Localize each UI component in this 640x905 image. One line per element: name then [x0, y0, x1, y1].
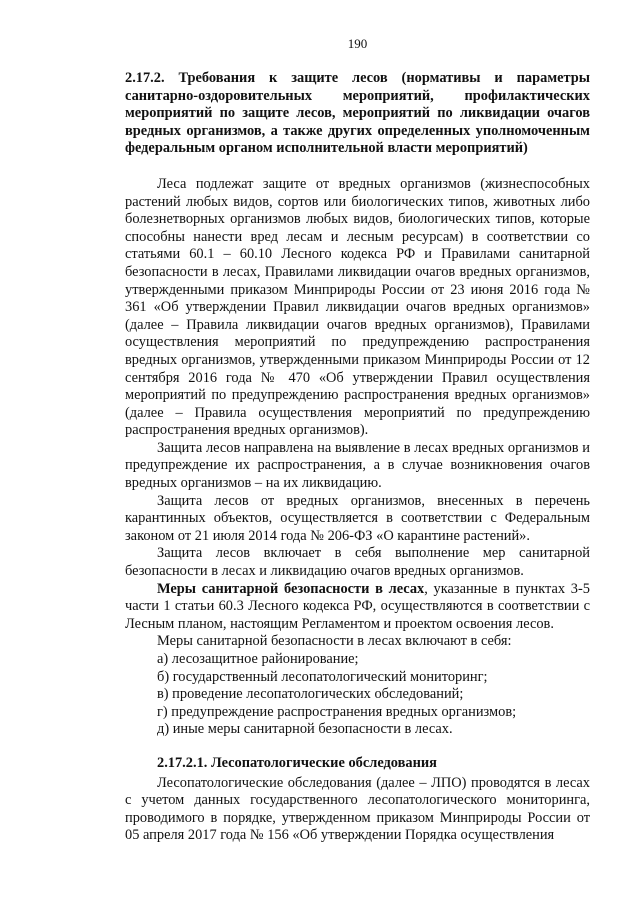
page-number: 190	[347, 36, 368, 51]
paragraph: Защита лесов от вредных организмов, внесенных в перечень карантинных объектов, осуществляется в соответствии с Федеральным законом от 21 июля 2014 года № 206-ФЗ «О карантине растений».	[125, 492, 590, 544]
paragraph: Лесопатологические обследования (далее – ЛПО) проводятся в лесах с учетом данных государственного лесопатологического мониторинга, проводимого в порядке, утвержденном приказом Минприроды России от 05 апреля 2017 года № 156 «Об утверждении Порядка осуществления	[125, 774, 590, 844]
list-item: г) предупреждение распространения вредных организмов;	[157, 703, 517, 720]
list-item: в) проведение лесопатологических обследований;	[157, 686, 464, 703]
list-item: д) иные меры санитарной безопасности в лесах.	[157, 721, 453, 738]
paragraph: Меры санитарной безопасности в лесах включают в себя:	[157, 633, 512, 650]
subsection-heading: 2.17.2.1. Лесопатологические обследования	[157, 754, 437, 771]
section-heading: 2.17.2. Требования к защите лесов (нормативы и параметры санитарно-оздоровительных мероприятий, профилактических мероприятий по защите лесов, мероприятий по ликвидации очагов вредных организмов, а также других определенных уполномоченным федеральным органом исполнительной власти мероприятий)	[125, 70, 590, 157]
bold-term: Меры санитарной безопасности в лесах	[157, 580, 425, 597]
paragraph: Защита лесов включает в себя выполнение мер санитарной безопасности в лесах и ликвидацию очагов вредных организмов.	[125, 545, 590, 580]
list-item: б) государственный лесопатологический мониторинг;	[157, 668, 488, 685]
paragraph-text: , указанные в пунктах 3-5 части 1 статьи 60.3 Лесного кодекса РФ, осуществляются в соответствии с Лесным планом, настоящим Регламентом и проектом освоения лесов.	[125, 580, 590, 632]
paragraph: Защита лесов направлена на выявление в лесах вредных организмов и предупреждение их распространения, а в случае возникновения очагов вредных организмов – на их ликвидацию.	[125, 439, 590, 492]
paragraph	[125, 581, 590, 634]
paragraph: Леса подлежат защите от вредных организмов (жизнеспособных растений любых видов, сортов или биологических типов, животных либо болезнетворных организмов любых видов, биологических типов, которые способны нанести вред лесам и лесным ресурсам) в соответствии со статьями 60.1 – 60.10 Лесного кодекса РФ и Правилами санитарной безопасности в лесах, Правилами ликвидации очагов вредных организмов, утвержденными приказом Минприроды России от 23 июня 2016 года № 361 «Об утверждении Правил ликвидации очагов вредных организмов» (далее – Правила ликвидации очагов вредных организмов), Правилами осуществления мероприятий по предупреждению распространения вредных организмов, утвержденными приказом Минприроды России от 12 сентября 2016 года № 470 «Об утверждении Правил осуществления мероприятий по предупреждению распространения вредных организмов» (далее – Правила осуществления мероприятий по предупреждению распространения вредных организмов).	[125, 175, 590, 439]
list-item: а) лесозащитное районирование;	[157, 651, 359, 667]
